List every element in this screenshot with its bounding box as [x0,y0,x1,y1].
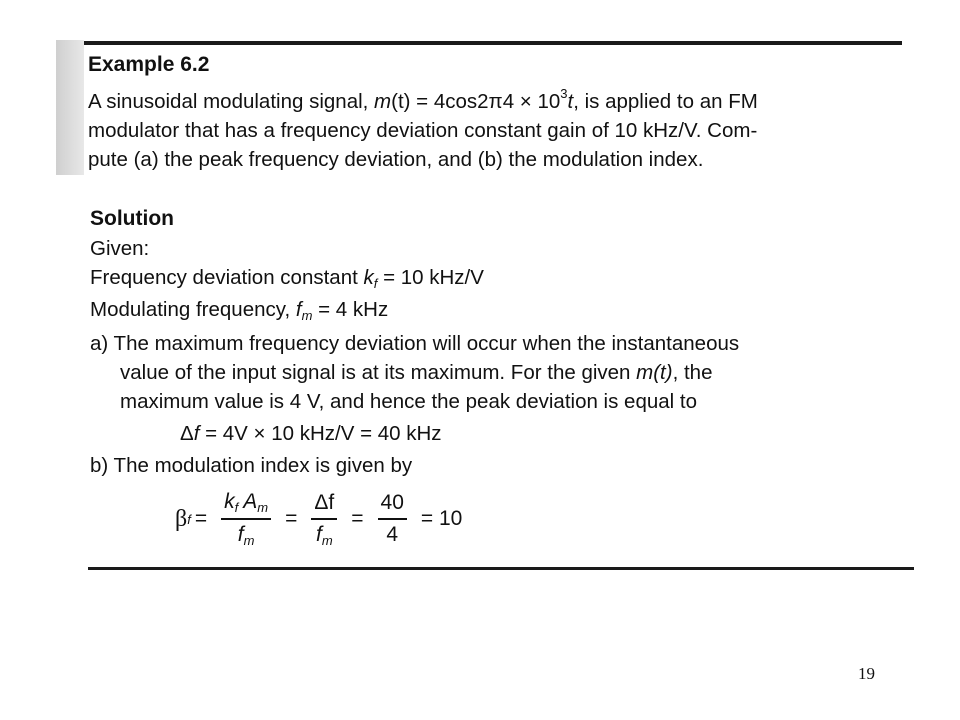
k-symbol: k [224,490,235,513]
math-m-of-t: m(t) [636,361,673,384]
a-symbol: A [238,490,258,513]
part-a-line-1: a) The maximum frequency deviation will occur when the instantaneous [90,332,740,355]
bottom-rule [88,567,914,570]
scan-margin-artifact [56,40,84,175]
fm-text: Modulating frequency, [90,298,296,321]
problem-text: , is applied to an FM [573,90,758,113]
kf-symbol: k [363,266,374,289]
f-symbol: f [316,522,322,546]
given-label: Given: [90,237,150,260]
modulation-index-equation [175,484,466,554]
beta-subscript: f [187,511,191,527]
problem-line-1 [88,79,903,116]
equals-sign: = [351,507,364,530]
equation-result: = 10 [420,507,463,530]
fm-line [90,298,388,323]
fraction-denominator [311,518,337,548]
problem-line-2: modulator that has a frequency deviation constant gain of 10 kHz/V. Com- [88,119,758,142]
page-number: 19 [858,664,875,683]
math-exponent: 3 [560,86,568,101]
f-symbol: f [237,523,244,546]
kf-subscript: f [373,276,378,291]
fraction-numerator: 40 [380,491,404,514]
delta-f-equation [180,422,442,446]
fm-subscript: m [301,308,313,323]
fraction-kf-am-over-fm [221,490,271,548]
fraction-denominator [221,518,271,548]
beta-symbol: β [175,505,188,532]
equals-sign: = [194,507,208,530]
fraction-numerator [221,490,271,518]
fraction-denominator: 4 [378,518,407,547]
math-expression: = 4cos2π4 × 10 [410,90,561,113]
part-a-line-3: maximum value is 4 V, and hence the peak deviation is equal to [120,390,698,413]
solution-title: Solution [90,207,174,230]
delta-f-value: = 4V × 10 kHz/V = 40 kHz [199,422,442,445]
kf-text: Frequency deviation constant [90,266,364,289]
a-subscript: m [257,500,269,515]
example-title: Example 6.2 [88,53,210,76]
top-rule [84,41,902,45]
math-tvar: t [567,90,574,113]
f-subscript: m [321,532,333,548]
part-a-text: value of the input signal is at its maximum. For the given [120,361,637,384]
part-b-line: b) The modulation index is given by [90,454,413,477]
fm-value: = 4 kHz [312,298,389,321]
problem-line-3: pute (a) the peak frequency deviation, and (b) the modulation index. [88,148,704,171]
kf-line [90,266,484,291]
fraction-numerator: Δf [314,490,335,514]
math-m: m [374,90,392,113]
problem-text: A sinusoidal modulating signal, [88,90,375,113]
kf-value: = 10 kHz/V [377,266,484,289]
part-a-text: , the [672,361,713,384]
fraction-delta-f-over-fm [311,491,337,548]
f-subscript: m [243,533,255,548]
k-subscript: f [234,500,239,515]
f-symbol: f [193,422,200,445]
math-t: (t) [391,90,411,113]
equals-sign: = [285,507,298,530]
delta-symbol: Δ [180,422,194,445]
part-a-line-2 [120,361,712,385]
problem-statement [88,79,903,174]
fm-symbol: f [295,298,302,321]
fraction-40-over-4 [378,491,407,547]
